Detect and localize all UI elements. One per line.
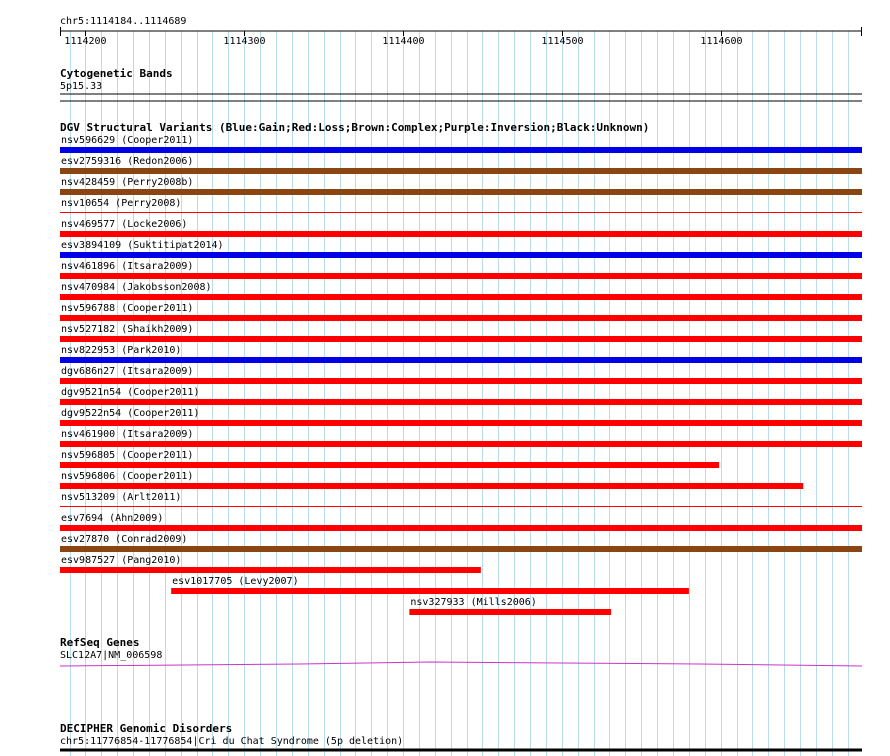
dgv-variant-bar[interactable]: [60, 420, 862, 426]
dgv-variant-label[interactable]: dgv9521n54 (Cooper2011): [61, 387, 200, 398]
dgv-variant-bar[interactable]: [60, 189, 862, 195]
dgv-variant-label[interactable]: nsv469577 (Locke2006): [61, 219, 188, 230]
dgv-variant-bar[interactable]: [409, 609, 611, 615]
dgv-variant-bar[interactable]: [60, 506, 862, 507]
dgv-variant-bar[interactable]: [60, 567, 481, 573]
dgv-variant-label[interactable]: esv1017705 (Levy2007): [172, 576, 299, 587]
cytoband-title: Cytogenetic Bands: [60, 67, 173, 80]
ruler-tick-label: 1114400: [382, 36, 425, 47]
dgv-variant-bar[interactable]: [60, 273, 862, 279]
dgv-variant-bar[interactable]: [60, 525, 862, 531]
dgv-variant-bar[interactable]: [60, 441, 862, 447]
ruler-ticks: [61, 27, 862, 47]
dgv-variant-label[interactable]: nsv461900 (Itsara2009): [61, 429, 194, 440]
dgv-variant-label[interactable]: nsv527182 (Shaikh2009): [61, 324, 194, 335]
dgv-variant-label[interactable]: esv27870 (Conrad2009): [61, 534, 188, 545]
ruler-tick-label: 1114300: [223, 36, 266, 47]
dgv-variant-bar[interactable]: [60, 483, 803, 489]
dgv-variant-label[interactable]: nsv596805 (Cooper2011): [61, 450, 194, 461]
dgv-variant-bar[interactable]: [60, 294, 862, 300]
dgv-variant-label[interactable]: dgv686n27 (Itsara2009): [61, 366, 194, 377]
dgv-variant-bar[interactable]: [60, 462, 719, 468]
dgv-variant-bar[interactable]: [60, 378, 862, 384]
dgv-variant-label[interactable]: esv7694 (Ahn2009): [61, 513, 164, 524]
dgv-variant-bar[interactable]: [60, 231, 862, 237]
dgv-variant-label[interactable]: nsv428459 (Perry2008b): [61, 177, 194, 188]
dgv-variant-label[interactable]: nsv513209 (Arlt2011): [61, 492, 182, 503]
decipher-title: DECIPHER Genomic Disorders: [60, 722, 233, 735]
dgv-variant-label[interactable]: nsv10654 (Perry2008): [61, 198, 182, 209]
dgv-variant-label[interactable]: nsv822953 (Park2010): [61, 345, 182, 356]
decipher-entry-label[interactable]: chr5:11776854-11776854|Cri du Chat Syndrome (5p deletion): [60, 736, 404, 747]
dgv-variant-label[interactable]: nsv470984 (Jakobsson2008): [61, 282, 212, 293]
refseq-gene-label[interactable]: SLC12A7|NM_006598: [60, 650, 163, 661]
dgv-tracks: [60, 135, 862, 615]
dgv-variant-bar[interactable]: [60, 399, 862, 405]
ruler-tick-label: 1114600: [700, 36, 743, 47]
dgv-variant-bar[interactable]: [60, 546, 862, 552]
dgv-variant-label[interactable]: nsv596629 (Cooper2011): [61, 135, 194, 146]
cytoband-name: 5p15.33: [60, 81, 103, 92]
dgv-variant-label[interactable]: esv3894109 (Suktitipat2014): [61, 240, 224, 251]
dgv-variant-label[interactable]: nsv461896 (Itsara2009): [61, 261, 194, 272]
dgv-variant-label[interactable]: esv987527 (Pang2010): [61, 555, 182, 566]
region-label: chr5:1114184..1114689: [60, 16, 187, 27]
dgv-variant-label[interactable]: nsv327933 (Mills2006): [410, 597, 537, 608]
dgv-variant-bar[interactable]: [60, 147, 862, 153]
dgv-variant-label[interactable]: nsv596788 (Cooper2011): [61, 303, 194, 314]
dgv-variant-bar[interactable]: [60, 357, 862, 363]
dgv-variant-label[interactable]: nsv596806 (Cooper2011): [61, 471, 194, 482]
dgv-title: DGV Structural Variants (Blue:Gain;Red:Loss;Brown:Complex;Purple:Inversion;Black:Unknown): [60, 121, 650, 134]
refseq-title: RefSeq Genes: [60, 636, 140, 649]
dgv-variant-bar[interactable]: [60, 252, 862, 258]
dgv-variant-bar[interactable]: [60, 315, 862, 321]
ruler-tick-label: 1114500: [541, 36, 584, 47]
dgv-variant-bar[interactable]: [60, 336, 862, 342]
ruler-tick-label: 1114200: [64, 36, 107, 47]
dgv-variant-bar[interactable]: [171, 588, 689, 594]
dgv-variant-bar[interactable]: [60, 212, 862, 213]
dgv-variant-label[interactable]: esv2759316 (Redon2006): [61, 156, 194, 167]
refseq-gene-line[interactable]: [60, 662, 862, 666]
dgv-variant-bar[interactable]: [60, 168, 862, 174]
dgv-variant-label[interactable]: dgv9522n54 (Cooper2011): [61, 408, 200, 419]
